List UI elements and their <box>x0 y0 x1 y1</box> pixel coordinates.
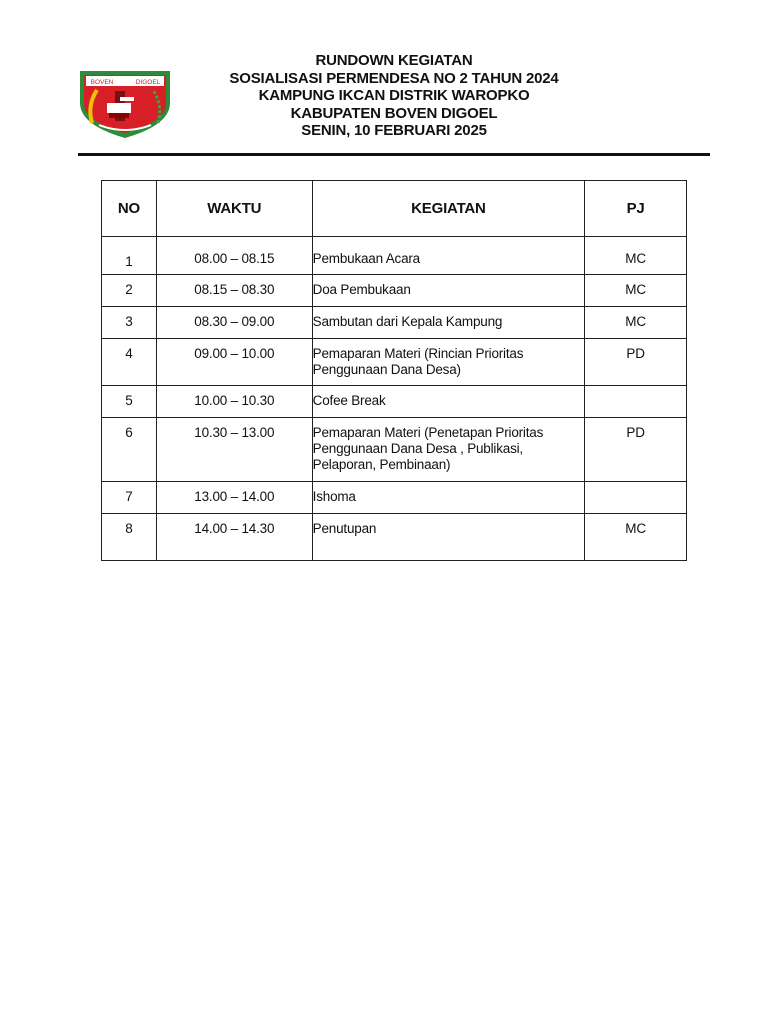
cell-waktu: 09.00 – 10.00 <box>156 339 312 386</box>
kegiatan-line: Penggunaan Dana Desa) <box>312 362 461 377</box>
header-divider <box>78 153 710 156</box>
table-row <box>102 307 687 339</box>
cell-pj: MC <box>585 514 687 561</box>
cell-pj: MC <box>585 237 687 275</box>
header-title: RUNDOWN KEGIATAN <box>315 52 473 69</box>
cell-no: 2 <box>102 275 157 307</box>
cell-no: 5 <box>102 386 157 418</box>
rundown-table <box>101 180 687 561</box>
table-row <box>102 386 687 418</box>
cell-waktu: 08.30 – 09.00 <box>156 307 312 339</box>
cell-waktu: 14.00 – 14.30 <box>156 514 312 561</box>
table-row <box>102 339 687 386</box>
cell-waktu: 08.00 – 08.15 <box>156 237 312 275</box>
table-row <box>102 418 687 482</box>
cell-kegiatan <box>312 386 585 418</box>
cell-pj: PD <box>585 339 687 386</box>
logo-text-left: BOVEN <box>90 79 114 86</box>
cell-waktu: 13.00 – 14.00 <box>156 482 312 514</box>
kegiatan-line: Ishoma <box>312 489 356 504</box>
cell-waktu: 10.30 – 13.00 <box>156 418 312 482</box>
cell-kegiatan <box>312 307 585 339</box>
cell-no: 1 <box>102 237 157 275</box>
cell-pj: MC <box>585 307 687 339</box>
table-row <box>102 275 687 307</box>
column-header-waktu: WAKTU <box>156 181 312 237</box>
header-date: SENIN, 10 FEBRUARI 2025 <box>301 122 487 139</box>
kegiatan-line: Pembukaan Acara <box>312 251 420 266</box>
cell-no: 7 <box>102 482 157 514</box>
cell-kegiatan <box>312 514 585 561</box>
cell-kegiatan <box>312 275 585 307</box>
boven-digoel-logo-icon <box>77 63 173 139</box>
kegiatan-line: Pemaparan Materi (Penetapan Prioritas <box>312 425 544 440</box>
column-header-no: NO <box>102 181 157 237</box>
cell-no: 3 <box>102 307 157 339</box>
table-body <box>102 237 687 561</box>
logo-text-right: DIGOEL <box>135 79 161 86</box>
kegiatan-line: Pelaporan, Pembinaan) <box>312 457 451 472</box>
cell-no: 8 <box>102 514 157 561</box>
table-row <box>102 514 687 561</box>
kegiatan-line: Pemaparan Materi (Rincian Prioritas <box>312 346 524 361</box>
cell-no: 6 <box>102 418 157 482</box>
cell-pj: PD <box>585 418 687 482</box>
cell-kegiatan <box>312 482 585 514</box>
header-location: KAMPUNG IKCAN DISTRIK WAROPKO <box>258 87 530 104</box>
cell-pj <box>585 482 687 514</box>
cell-kegiatan <box>312 339 585 386</box>
table-row <box>102 482 687 514</box>
kegiatan-line: Cofee Break <box>312 393 386 408</box>
table-row <box>102 237 687 275</box>
cell-pj: MC <box>585 275 687 307</box>
document-header <box>190 52 598 140</box>
cell-kegiatan <box>312 418 585 482</box>
cell-kegiatan <box>312 237 585 275</box>
column-header-pj: PJ <box>585 181 687 237</box>
table-header-row <box>102 181 687 237</box>
header-subtitle: SOSIALISASI PERMENDESA NO 2 TAHUN 2024 <box>229 69 559 87</box>
kegiatan-line: Penggunaan Dana Desa , Publikasi, <box>312 441 523 456</box>
header-regency: KABUPATEN BOVEN DIGOEL <box>290 104 498 122</box>
kegiatan-line: Doa Pembukaan <box>312 282 411 297</box>
kegiatan-line: Penutupan <box>312 521 377 536</box>
kegiatan-line: Sambutan dari Kepala Kampung <box>312 314 503 329</box>
cell-pj <box>585 386 687 418</box>
column-header-kegiatan: KEGIATAN <box>312 181 585 237</box>
cell-no: 4 <box>102 339 157 386</box>
cell-waktu: 08.15 – 08.30 <box>156 275 312 307</box>
cell-waktu: 10.00 – 10.30 <box>156 386 312 418</box>
